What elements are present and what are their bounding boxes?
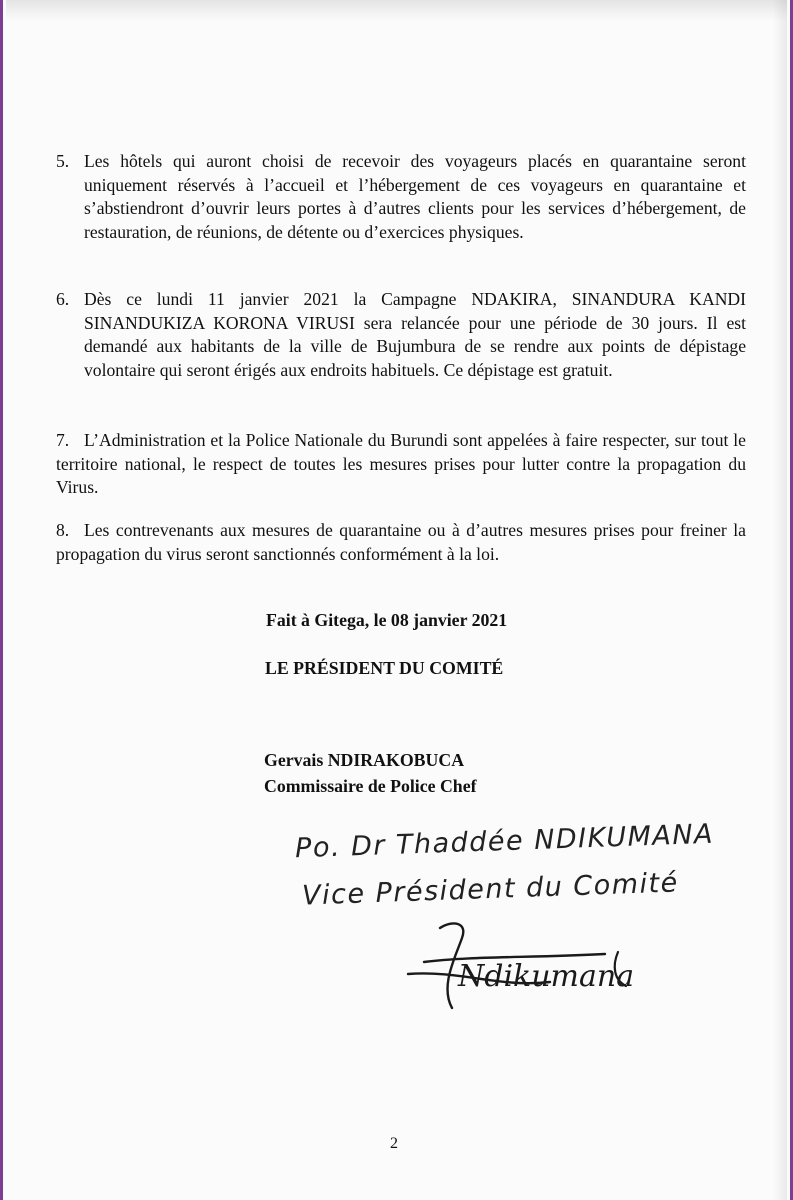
point-text: Dès ce lundi 11 janvier 2021 la Campagne NDAKIRA, SINANDURA KANDI SINANDUKIZA KORONA VIRUSI sera relancée pour une période de 30 jours. Il est demandé aux habitants de la ville de Bujumbura de se rendre aux points de dépistage volontaire qui seront érigés aux endroits habituels. Ce dépistage est gratuit.: [84, 289, 746, 380]
signature: [400, 916, 640, 1016]
page-number: 2: [390, 1135, 398, 1152]
point-8: [56, 519, 746, 566]
signature-script: Ndikumana: [458, 959, 635, 994]
point-number: 7.: [56, 430, 70, 450]
point-number: 8.: [56, 520, 70, 540]
committee-title: LE PRÉSIDENT DU COMITÉ: [265, 658, 504, 678]
point-text: L’Administration et la Police Nationale du Burundi sont appelées à faire respecter, sur tout le territoire national, le respect de toutes les mesures prises pour lutter contre la propagation du Virus.: [56, 430, 746, 497]
point-5: [56, 150, 746, 244]
handwritten-vice-president: Vice Président du Comité: [301, 867, 680, 912]
point-number: 6.: [56, 289, 70, 309]
point-text: Les hôtels qui auront choisi de recevoir des voyageurs placés en quarantaine seront uniquement réservés à l’accueil et l’hébergement de ces voyageurs en quarantaine et s’abstiendront d’ouvrir leurs portes à d’autres clients pour les services d’hébergement, de restauration, de réunions, de détente ou d’exercices physiques.: [84, 151, 746, 242]
point-number: 5.: [56, 151, 70, 171]
signatory-name: Gervais NDIRAKOBUCA: [264, 750, 465, 770]
signatory-role: Commissaire de Police Chef: [264, 776, 477, 796]
place-date: Fait à Gitega, le 08 janvier 2021: [266, 610, 508, 630]
point-7: [56, 429, 746, 500]
handwritten-on-behalf: Po. Dr Thaddée NDIKUMANA: [294, 818, 715, 865]
point-6: [56, 288, 746, 382]
point-text: Les contrevenants aux mesures de quarantaine ou à d’autres mesures prises pour freiner la propagation du virus seront sanctionnés conformément à la loi.: [56, 520, 746, 564]
